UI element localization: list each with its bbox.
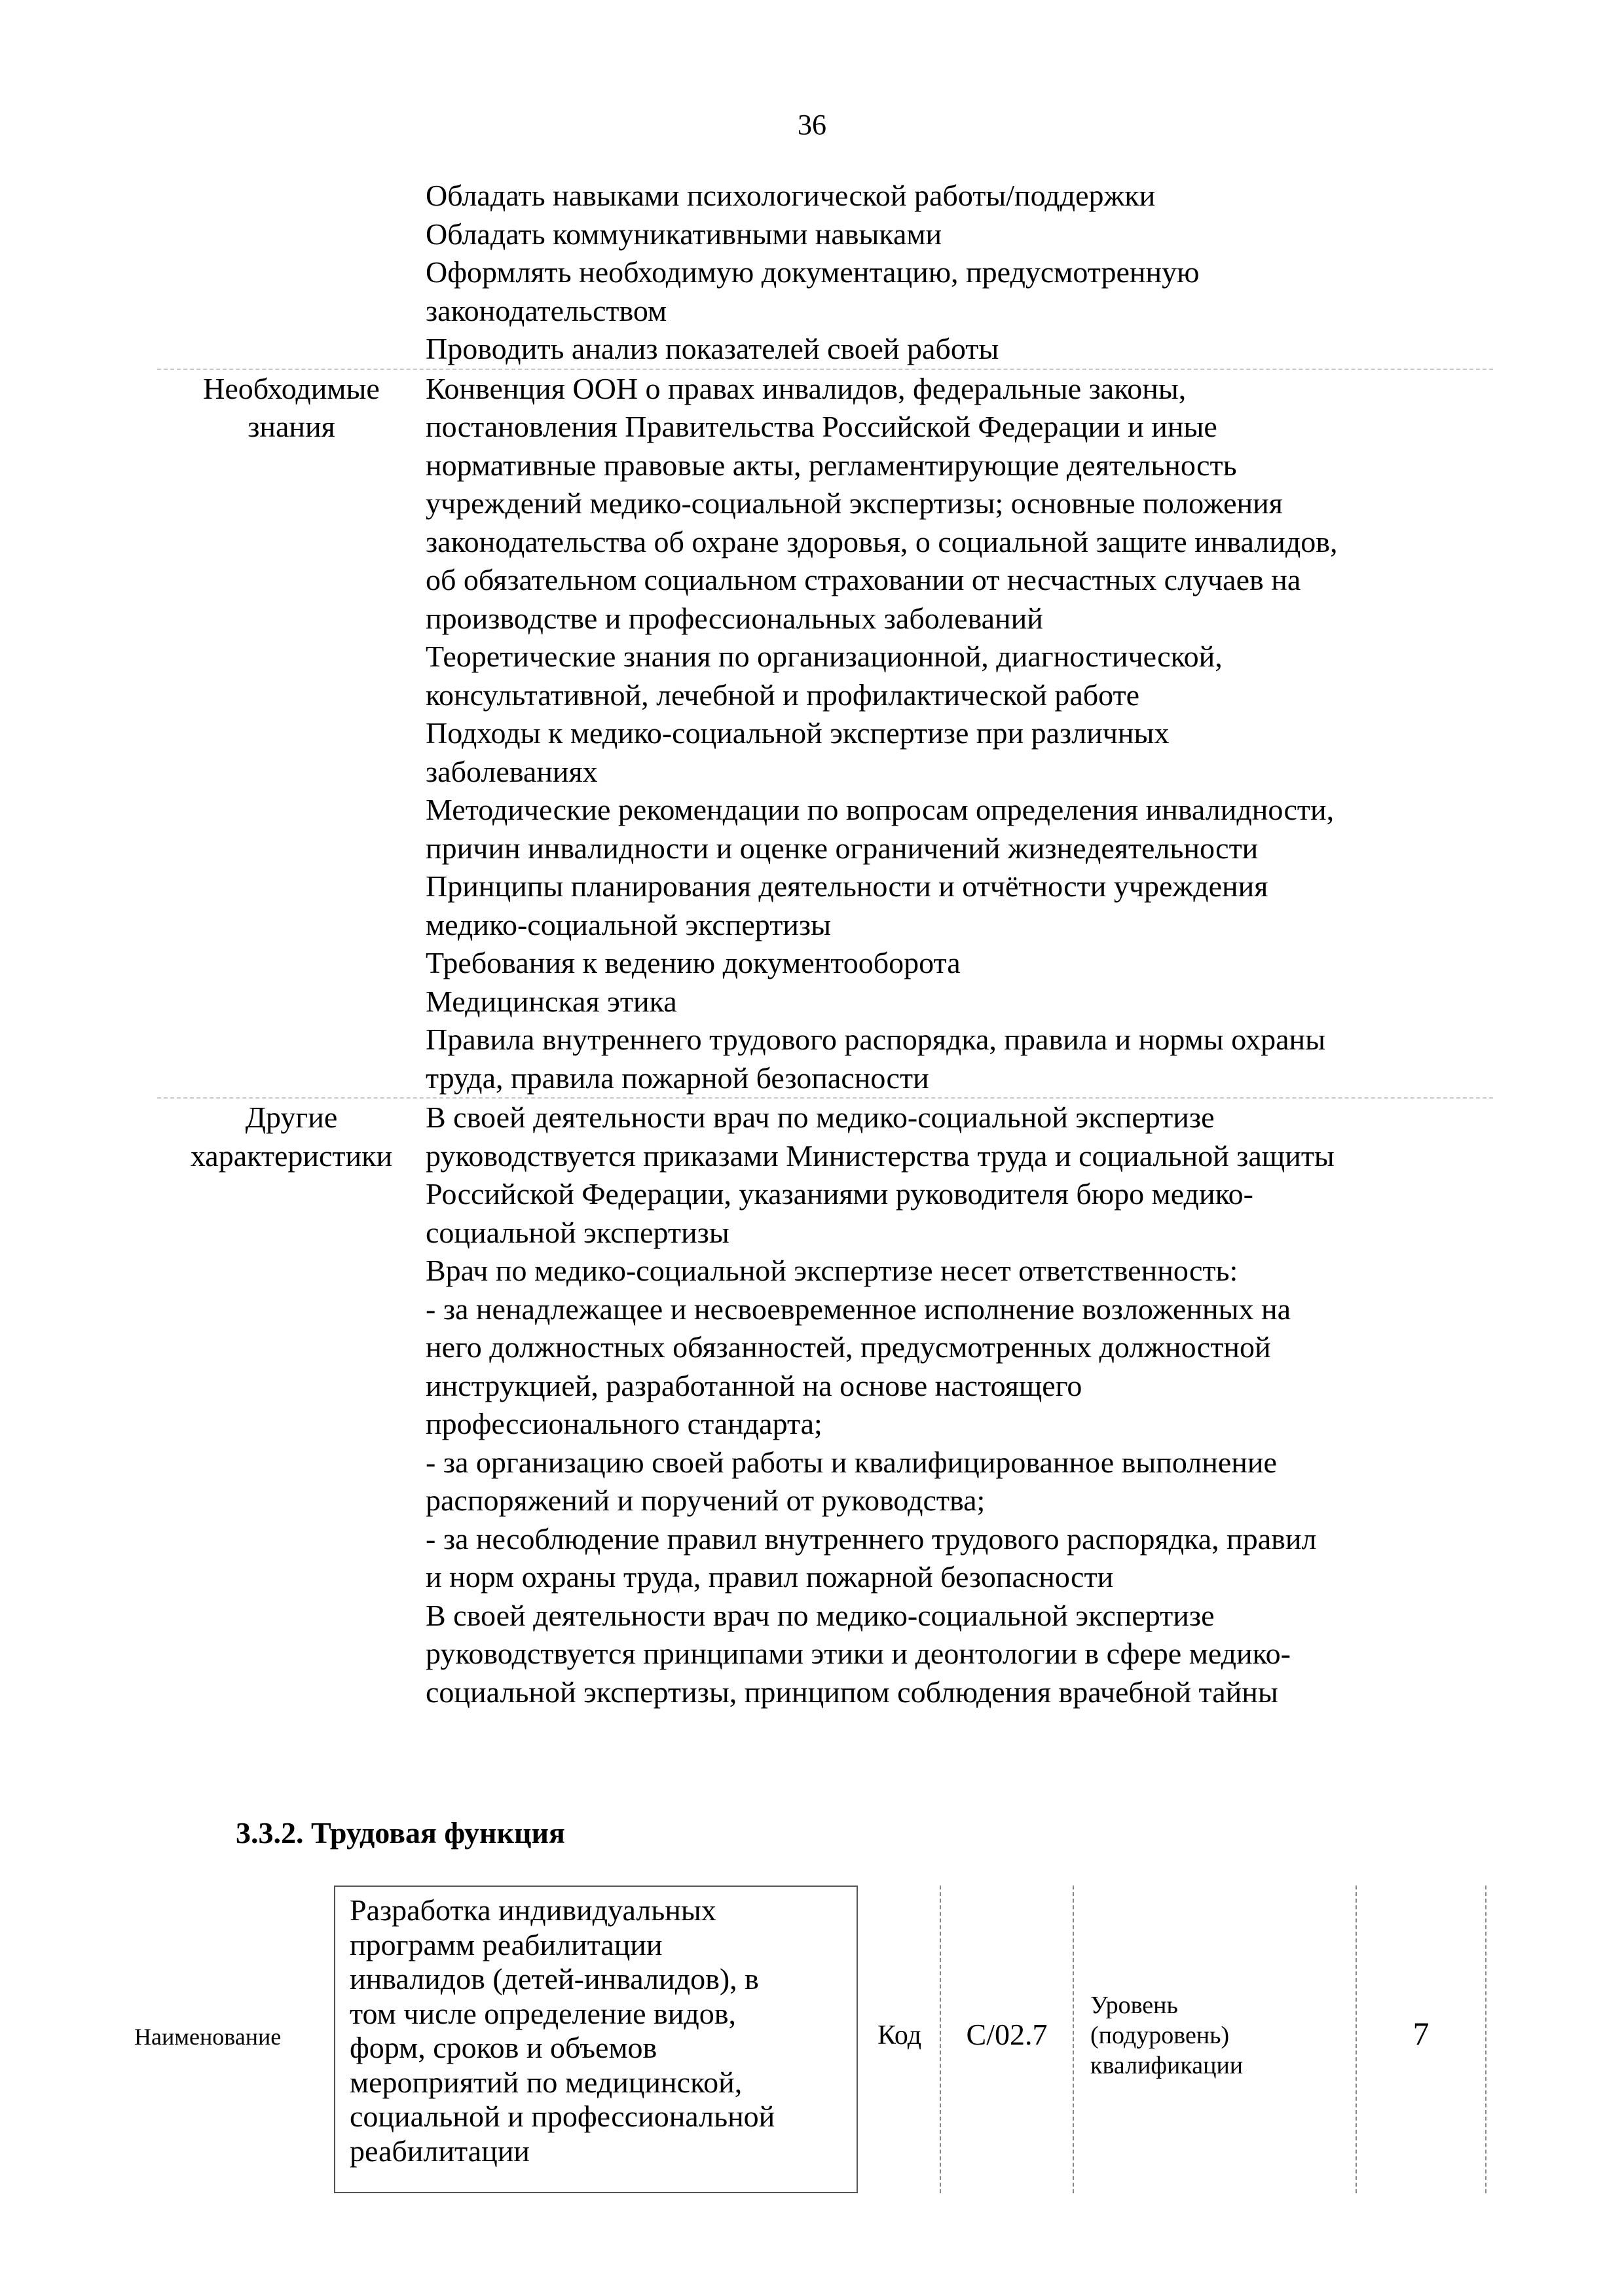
row-label-line: знания <box>248 410 335 443</box>
function-name-line: том числе определение видов, <box>350 1996 737 2030</box>
text-line: инструкцией, разработанной на основе настоящего <box>426 1368 1082 1402</box>
row-skills <box>157 177 1493 369</box>
row-label-line: Другие <box>245 1101 338 1134</box>
text-line: распоряжений и поручений от руководства; <box>426 1484 986 1517</box>
text-line: Проводить анализ показателей своей работы <box>426 332 999 365</box>
function-name-line: форм, сроков и объемов <box>350 2031 657 2064</box>
row-other <box>157 1097 1493 1711</box>
text-line: - за несоблюдение правил внутреннего трудового распорядка, правил <box>426 1522 1317 1556</box>
row-label <box>157 177 426 369</box>
text-line: Теоретические знания по организационной, диагностической, <box>426 640 1223 673</box>
text-line: В своей деятельности врач по медико-социальной экспертизе <box>426 1598 1215 1632</box>
function-name-box <box>334 1886 858 2193</box>
text-line: него должностных обязанностей, предусмотренных должностной <box>426 1330 1271 1364</box>
code-value: C/02.7 <box>940 1886 1074 2193</box>
row-label <box>157 1099 426 1711</box>
row-label-line: характеристики <box>190 1139 393 1173</box>
text-line: Требования к ведению документооборота <box>426 946 961 979</box>
level-label <box>1090 1990 1243 2081</box>
text-line: Обладать навыками психологической работы/поддержки <box>426 179 1156 212</box>
text-line: Оформлять необходимую документацию, предусмотренную <box>426 255 1200 289</box>
text-line: Методические рекомендации по вопросам определения инвалидности, <box>426 793 1335 826</box>
code-label: Код <box>877 2020 922 2050</box>
text-line: - за организацию своей работы и квалифицированное выполнение <box>426 1445 1277 1479</box>
function-name-line: социальной и профессиональной <box>350 2100 775 2133</box>
page-number: 36 <box>798 109 826 141</box>
level-label-line: Уровень <box>1090 1992 1178 2019</box>
row-label-line: Необходимые <box>203 371 380 405</box>
text-line: профессионального стандарта; <box>426 1407 822 1440</box>
labor-function-block <box>0 1886 1624 2200</box>
text-line: законодательства об охране здоровья, о социальной защите инвалидов, <box>426 524 1338 558</box>
text-line: Принципы планирования деятельности и отчётности учреждения <box>426 869 1268 903</box>
name-label: Наименование <box>134 2024 282 2050</box>
text-line: причин инвалидности и оценке ограничений жизнедеятельности <box>426 831 1259 865</box>
level-value: 7 <box>1356 1886 1486 2193</box>
text-line: Конвенция ООН о правах инвалидов, федеральные законы, <box>426 371 1187 405</box>
text-line: руководствуется принципами этики и деонтологии в сфере медико- <box>426 1637 1291 1670</box>
text-line: законодательством <box>426 293 667 327</box>
text-line: - за ненадлежащее и несвоевременное исполнение возложенных на <box>426 1292 1291 1326</box>
requirements-table <box>157 177 1493 1711</box>
row-content <box>426 177 1493 369</box>
text-line: руководствуется приказами Министерства труда и социальной защиты <box>426 1139 1335 1173</box>
text-line: социальной экспертизы <box>426 1215 729 1249</box>
function-name-line: мероприятий по медицинской, <box>350 2065 743 2099</box>
row-content <box>426 370 1493 1098</box>
text-line: консультативной, лечебной и профилактической работе <box>426 678 1140 712</box>
text-line: заболеваниях <box>426 754 598 788</box>
text-line: Подходы к медико-социальной экспертизе при различных <box>426 716 1170 750</box>
text-line: Врач по медико-социальной экспертизе несет ответственность: <box>426 1254 1238 1287</box>
text-line: Правила внутреннего трудового распорядка, правила и нормы охраны <box>426 1023 1326 1056</box>
text-line: и норм охраны труда, правил пожарной безопасности <box>426 1560 1114 1594</box>
function-name-line: программ реабилитации <box>350 1927 663 1961</box>
section-heading: 3.3.2. Трудовая функция <box>236 1816 565 1850</box>
text-line: медико-социальной экспертизы <box>426 907 832 941</box>
text-line: Медицинская этика <box>426 984 677 1018</box>
text-line: В своей деятельности врач по медико-социальной экспертизе <box>426 1101 1215 1134</box>
function-name-line: Разработка индивидуальных <box>350 1893 716 1927</box>
function-name-line: инвалидов (детей-инвалидов), в <box>350 1962 759 1995</box>
text-line: учреждений медико-социальной экспертизы; основные положения <box>426 486 1283 520</box>
level-label-line: (подуровень) <box>1090 2022 1230 2049</box>
row-label <box>157 370 426 1098</box>
text-line: Российской Федерации, указаниями руководителя бюро медико- <box>426 1177 1253 1211</box>
text-line: нормативные правовые акты, регламентирующие деятельность <box>426 448 1237 482</box>
text-line: постановления Правительства Российской Федерации и иные <box>426 410 1217 443</box>
text-line: об обязательном социальном страховании от несчастных случаев на <box>426 563 1301 596</box>
text-line: труда, правила пожарной безопасности <box>426 1061 929 1095</box>
row-knowledge <box>157 369 1493 1098</box>
text-line: социальной экспертизы, принципом соблюдения врачебной тайны <box>426 1675 1278 1709</box>
text-line: производстве и профессиональных заболеваний <box>426 601 1043 635</box>
level-label-line: квалификации <box>1090 2052 1244 2079</box>
text-line: Обладать коммуникативными навыками <box>426 217 942 251</box>
function-name-line: реабилитации <box>350 2134 530 2168</box>
row-content <box>426 1099 1493 1711</box>
